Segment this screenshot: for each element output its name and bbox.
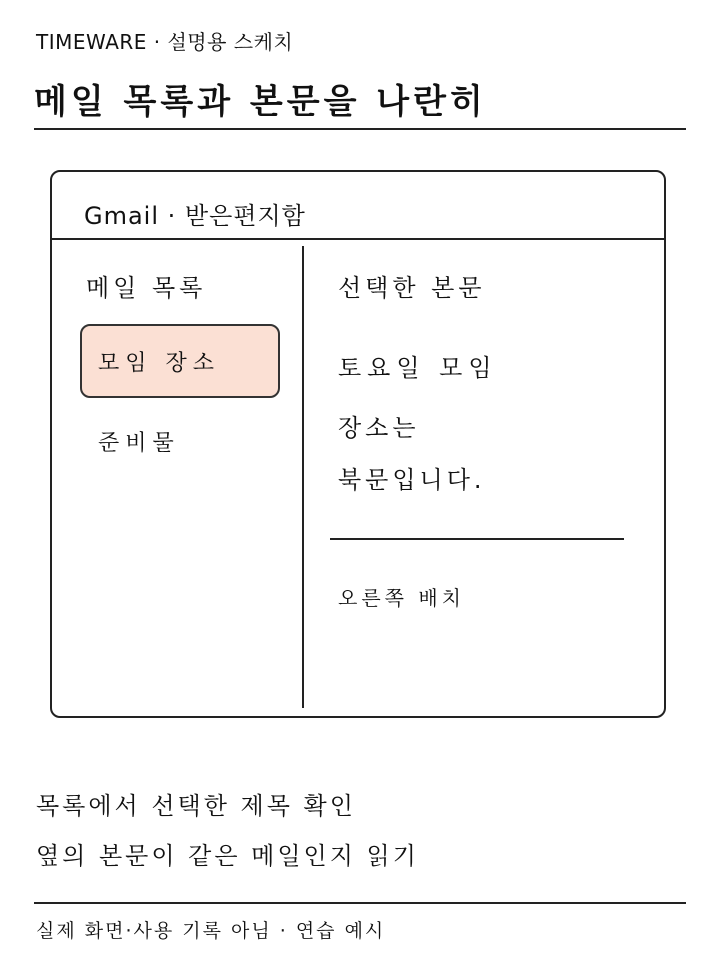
mail-list-item[interactable] — [80, 404, 280, 478]
caption-line: 목록에서 선택한 제목 확인 — [36, 792, 356, 820]
page-title: 메일 목록과 본문을 나란히 — [34, 82, 487, 122]
mail-body-line: 북문입니다. — [338, 466, 486, 494]
footer-divider — [34, 902, 686, 904]
pane-divider — [302, 246, 304, 708]
body-separator — [330, 538, 624, 540]
footer-disclaimer: 실제 화면·사용 기록 아님 · 연습 예시 — [36, 920, 386, 942]
window-title: Gmail · 받은편지함 — [84, 202, 306, 230]
header-divider — [34, 128, 686, 130]
mail-body-line: 장소는 — [338, 414, 420, 442]
mail-subject: 토요일 모임 — [338, 354, 498, 382]
header-eyebrow: TIMEWARE · 설명용 스케치 — [36, 30, 294, 54]
mail-list-item-label: 모임 장소 — [98, 350, 221, 376]
mail-body-heading: 선택한 본문 — [338, 274, 486, 302]
mail-list-heading: 메일 목록 — [86, 274, 207, 302]
mail-list-item-label: 준비물 — [98, 430, 180, 456]
caption-line: 옆의 본문이 같은 메일인지 읽기 — [36, 842, 419, 870]
titlebar-divider — [52, 238, 664, 240]
layout-note: 오른쪽 배치 — [338, 586, 465, 610]
mail-window — [50, 170, 666, 718]
mail-list-item-selected[interactable] — [80, 324, 280, 398]
